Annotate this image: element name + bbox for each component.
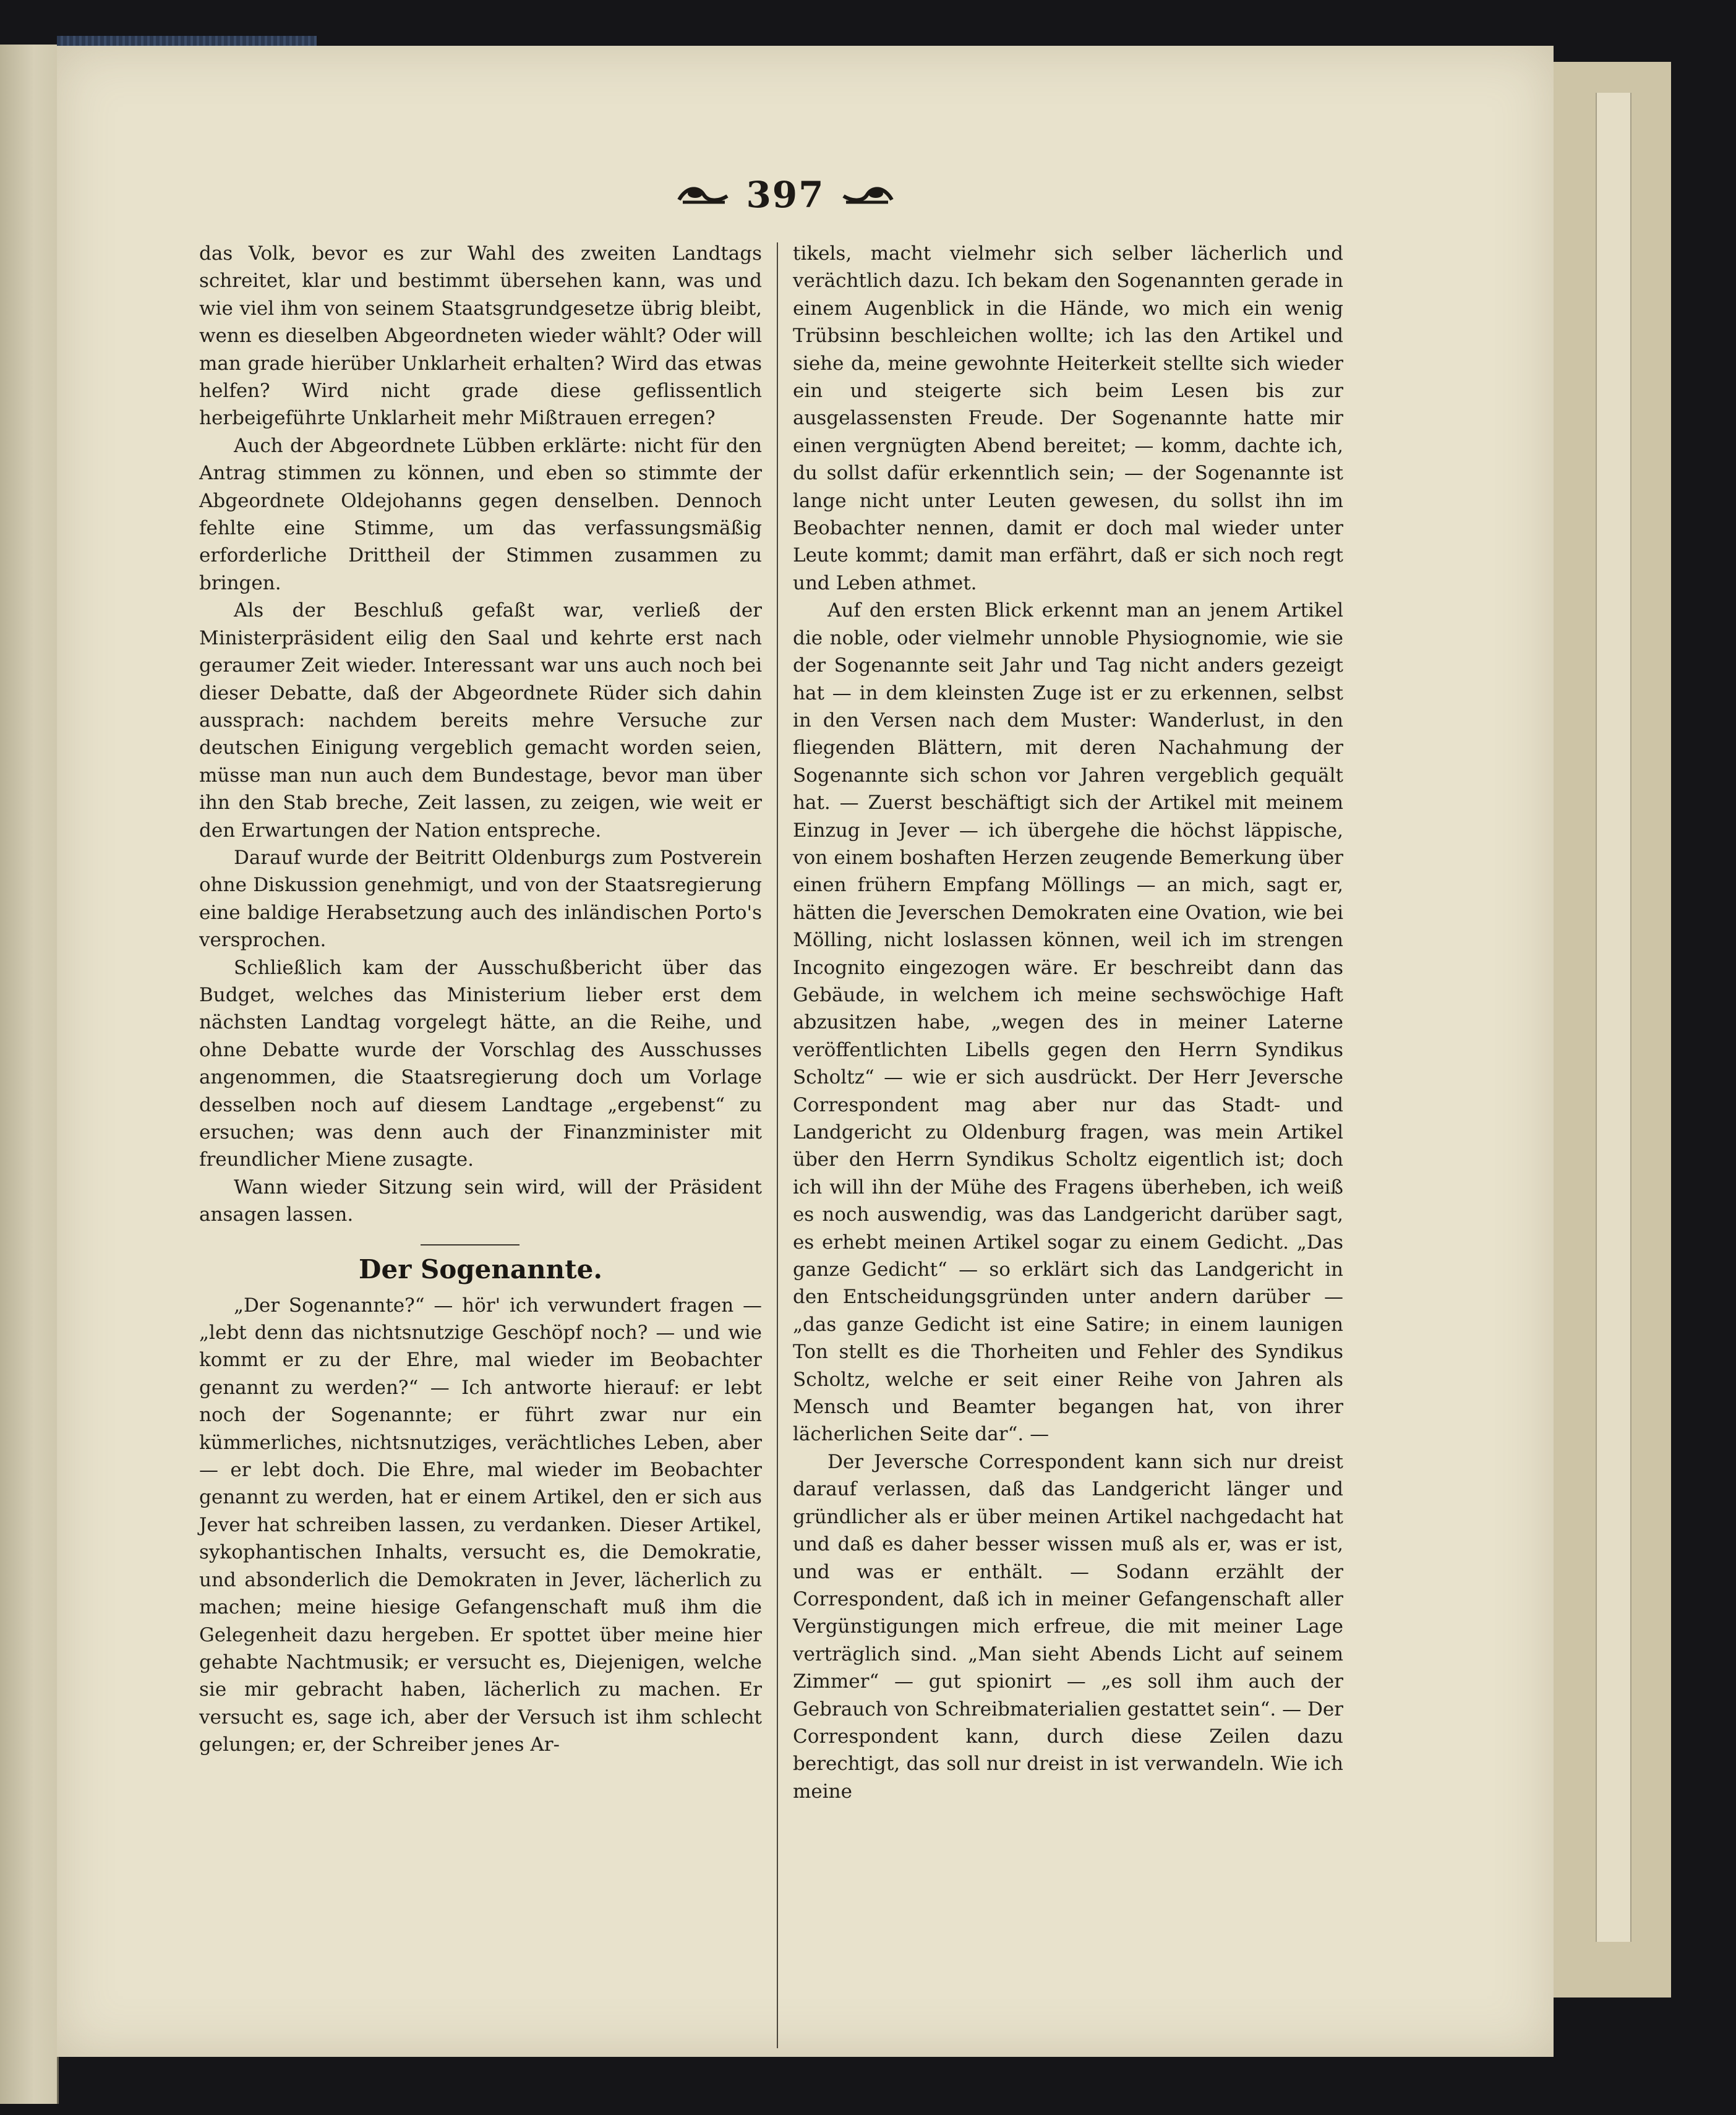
page-header xyxy=(668,173,903,216)
paragraph: das Volk, bevor es zur Wahl des zweiten Landtags schreitet, klar und bestimmt übersehen kann, was und wie viel ihm von seinem Staatsgrundgesetze übrig bleibt, wenn es dieselben Abgeordneten wieder wählt? Oder will man grade hierüber Unklarheit erhalten? Wird das etwas helfen? Wird nicht grade diese geflissentlich herbeigeführte Unklarheit mehr Mißtrauen erregen? xyxy=(199,242,762,430)
paragraph: tikels, macht vielmehr sich selber lächerlich und verächtlich dazu. Ich bekam den Sogenannten gerade in einem Augenblick in die Hände, wo mich ein wenig Trübsinn beschleichen wollte; ich las den Artikel und siehe da, meine gewohnte Heiterkeit stellte sich wieder ein und steigerte sich beim Lesen bis zur ausgelassensten Freude. Der Sogenannte hatte mir einen vergnügten Abend bereitet; — komm, dachte ich, du sollst dafür erkenntlich sein; — der Sogenannte ist lange nicht unter Leuten gewesen, du sollst ihn im Beobachter nennen, damit er doch mal wieder unter Leute kommt; damit man erfährt, daß er sich noch regt und Leben athmet. xyxy=(793,242,1343,594)
paragraph: Auch der Abgeordnete Lübben erklärte: nicht für den Antrag stimmen zu können, und eben so stimmte der Abgeordnete Oldejohanns gegen denselben. Dennoch fehlte eine Stimme, um das verfassungsmäßig erforderliche Drittheil der Stimmen zusammen zu bringen. xyxy=(199,434,762,594)
right-ornament-icon xyxy=(841,181,894,208)
column-separator xyxy=(777,242,778,2048)
page-number: 397 xyxy=(746,174,825,216)
page-block-edge xyxy=(1596,93,1631,1942)
paragraph: Wann wieder Sitzung sein wird, will der Präsident ansagen lassen. xyxy=(199,1176,762,1226)
left-column xyxy=(199,240,762,1759)
paragraph: Auf den ersten Blick erkennt man an jenem Artikel die noble, oder vielmehr unnoble Physiognomie, wie sie der Sogenannte seit Jahr und Tag nicht anders gezeigt hat — in dem kleinsten Zuge ist er zu erkennen, selbst in den Versen nach dem Muster: Wanderlust, in den fliegenden Blättern, mit deren Nachahmung der Sogenannte sich schon vor Jahren vergeblich gequält hat. — Zuerst beschäftigt sich der Artikel mit meinem Einzug in Jever — ich übergehe die höchst läppische, von einem boshaften Herzen zeugende Bemerkung über einen frühern Empfang Möllings — an mich, sagt er, hätten die Jeverschen Demokraten eine Ovation, wie bei Mölling, nicht loslassen können, weil ich im strengen Incognito eingezogen wäre. Er beschreibt dann das Gebäude, in welchem ich meine sechswöchige Haft abzusitzen habe, „wegen des in meiner Laterne veröffentlichten Libells gegen den Herrn Syndikus Scholtz“ — wie er sich ausdrückt. Der Herr Jeversche Correspondent mag aber nur das Stadt- und Landgericht zu Oldenburg fragen, was mein Artikel über den Herrn Syndikus Scholtz eigentlich ist; doch ich will ihn der Mühe des Fragens überheben, ich weiß es noch auswendig, was das Landgericht darüber sagt, es erhebt meinen Artikel sogar zu einem Gedicht. „Das ganze Gedicht“ — so erklärt sich das Landgericht in den Entscheidungsgründen unter andern darüber — „das ganze Gedicht ist eine Satire; in einem launigen Ton stellt es die Thorheiten und Fehler des Syndikus Scholtz, welche er seit einer Reihe von Jahren als Mensch und Beamter begangen hat, von ihrer lächerlichen Seite dar“. — xyxy=(793,599,1343,1446)
previous-page-edge xyxy=(0,45,59,2104)
paragraph: Darauf wurde der Beitritt Oldenburgs zum Postverein ohne Diskussion genehmigt, und von der Staatsregierung eine baldige Herabsetzung auch des inländischen Porto's versprochen. xyxy=(199,846,762,952)
paragraph: Der Jeversche Correspondent kann sich nur dreist darauf verlassen, daß das Landgericht länger und gründlicher als er über meinen Artikel nachgedacht hat und daß es daher besser wissen muß als er, was er ist, und was er enthält. — Sodann erzählt der Correspondent, daß ich in meiner Gefangenschaft aller Vergünstigungen mich erfreue, die mit meiner Lage verträglich sind. „Man sieht Abends Licht auf seinem Zimmer“ — gut spionirt — „es soll ihm auch der Gebrauch von Schreibmaterialien gestattet sein“. — Der Correspondent kann, durch diese Zeilen dazu berechtigt, das soll nur dreist in ist verwandeln. Wie ich meine xyxy=(793,1450,1343,1803)
paragraph: „Der Sogenannte?“ — hör' ich verwundert fragen — „lebt denn das nichtsnutzige Geschöpf noch? — und wie kommt er zu der Ehre, mal wieder im Beobachter genannt zu werden?“ — Ich antworte hierauf: er lebt noch der Sogenannte; er führt zwar nur ein kümmerliches, nichtsnutziges, verächtliches Leben, aber — er lebt doch. Die Ehre, mal wieder im Beobachter genannt zu werden, hat er einem Artikel, den er sich aus Jever hat schreiben lassen, zu verdanken. Dieser Artikel, sykophantischen Inhalts, versucht es, die Demokratie, und absonderlich die Demokraten in Jever, lächerlich zu machen; meine hiesige Gefangenschaft muß ihm die Gelegenheit dazu hergeben. Er spottet über meine hier gehabte Nachtmusik; er versucht es, Diejenigen, welche sie mir gebracht haben, lächerlich zu machen. Er versucht es, sage ich, aber der Versuch ist ihm schlecht gelungen; er, der Schreiber jenes Ar- xyxy=(199,1294,762,1756)
left-ornament-icon xyxy=(677,181,730,208)
right-column xyxy=(793,240,1343,1805)
paragraph: Als der Beschluß gefaßt war, verließ der Ministerpräsident eilig den Saal und kehrte erst nach geraumer Zeit wieder. Interessant war uns auch noch bei dieser Debatte, daß der Abgeordnete Rüder sich dahin aussprach: nachdem bereits mehre Versuche zur deutschen Einigung vergeblich gemacht worden seien, müsse man nun auch dem Bundestage, bevor man über ihn den Stab breche, Zeit lassen, zu zeigen, wie weit er den Erwartungen der Nation entspreche. xyxy=(199,599,762,842)
paragraph: Schließlich kam der Ausschußbericht über das Budget, welches das Ministerium lieber erst dem nächsten Landtag vorgelegt hätte, an die Reihe, und ohne Debatte wurde der Vorschlag des Ausschusses angenommen, die Staatsregierung doch um Vorlage desselben noch auf diesem Landtage „ergebenst“ zu ersuchen; was denn auch der Finanzminister mit freundlicher Miene zusagte. xyxy=(199,956,762,1171)
article-heading: Der Sogenannte. xyxy=(359,1254,602,1284)
section-divider xyxy=(421,1244,520,1246)
